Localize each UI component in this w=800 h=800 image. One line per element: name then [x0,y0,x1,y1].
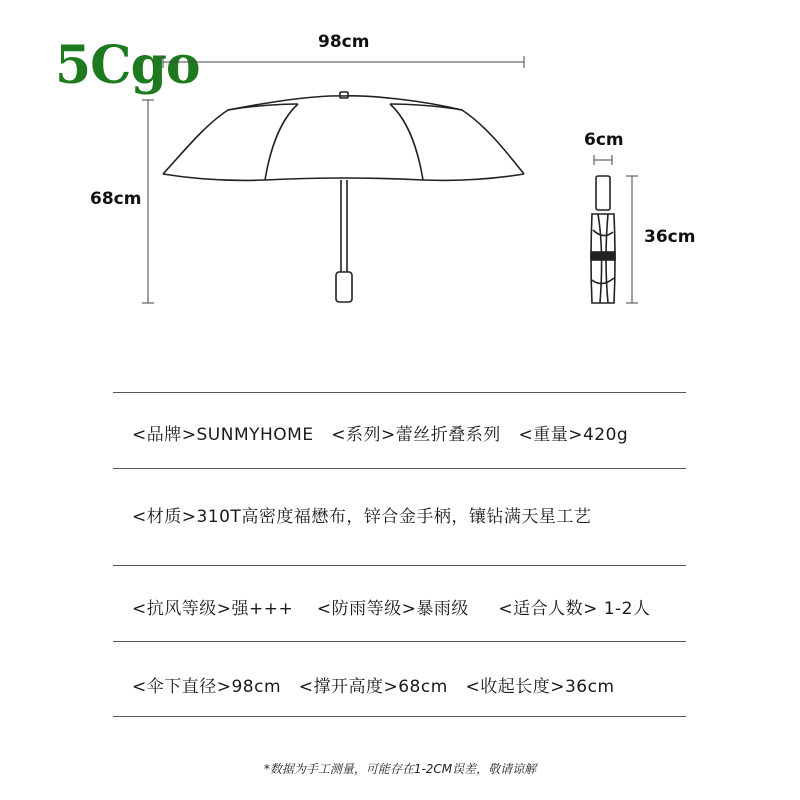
spec-row-dimensions: <伞下直径>98cm <撑开高度>68cm <收起长度>36cm [132,677,615,697]
spec-row-ratings: <抗风等级>强+++ <防雨等级>暴雨级 <适合人数> 1-2人 [132,599,651,619]
open-umbrella-illustration [163,92,524,302]
divider [113,641,686,642]
folded-length-dimension-line [626,176,638,303]
spec-row-brand: <品牌>SUNMYHOME <系列>蕾丝折叠系列 <重量>420g [132,425,629,445]
folded-length-label: 36cm [644,227,696,247]
open-height-label: 68cm [90,189,142,209]
spec-row-material: <材质>310T高密度福懋布，锌合金手柄，镶钻满天星工艺 [132,507,592,527]
divider [113,468,686,469]
open-width-label: 98cm [318,32,370,52]
folded-umbrella-illustration [591,176,615,303]
divider [113,716,686,717]
open-height-dimension-line [142,100,154,303]
umbrella-dimension-diagram [0,0,800,360]
measurement-footnote: *数据为手工测量，可能存在1-2CM误差，敬请谅解 [263,762,537,776]
open-width-dimension-line [163,56,524,68]
folded-width-label: 6cm [584,130,624,150]
divider [113,565,686,566]
brand-logo: 5Cgo [55,35,200,96]
folded-width-dimension-line [594,155,612,165]
divider [113,392,686,393]
